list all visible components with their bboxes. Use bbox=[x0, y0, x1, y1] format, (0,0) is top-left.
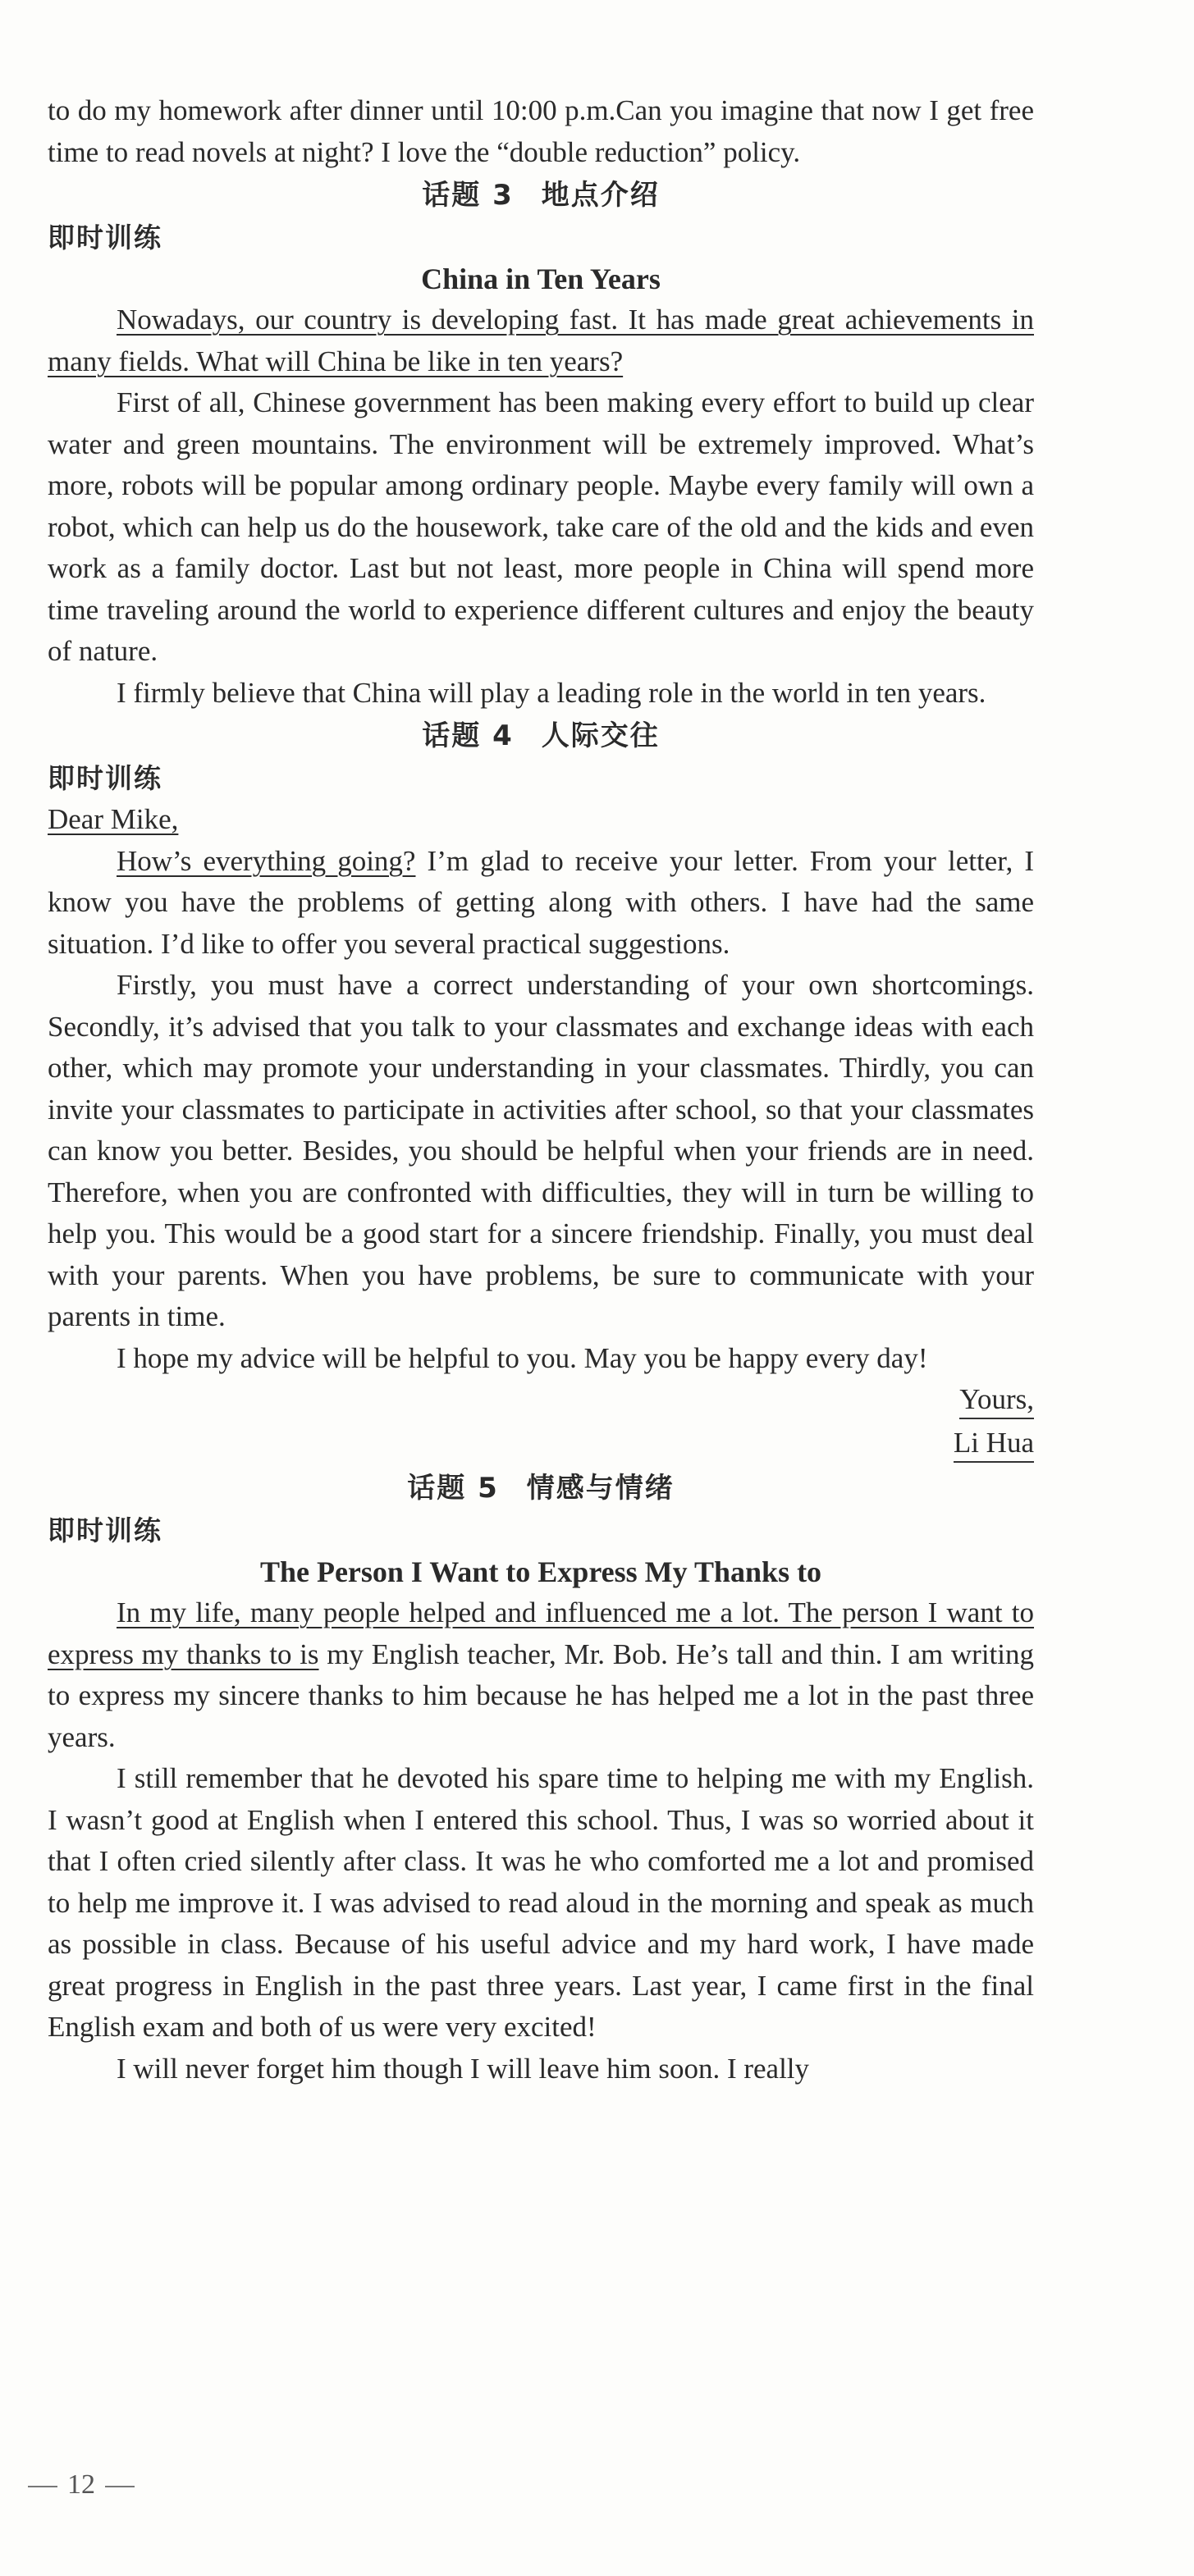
page-footer bbox=[18, 2469, 144, 2501]
topic4-drill-label: 即时训练 bbox=[48, 762, 162, 794]
topic3-heading bbox=[48, 175, 1034, 216]
topic3-essay-title: China in Ten Years bbox=[421, 263, 661, 295]
topic4-heading bbox=[48, 715, 1034, 756]
topic4-paragraph-1 bbox=[48, 841, 1034, 966]
topic4-number: 话题 4 bbox=[422, 719, 514, 752]
topic3-paragraph-1 bbox=[48, 299, 1034, 382]
topic3-paragraph-2: First of all, Chinese government has been making every effort to build up clear water and green mountains. The environment will be extremely improved. What’s more, robots will be popular among ordinary people. Maybe every family will own a robot, which can help us do the housework, take care of the old and the kids and even work as a family doctor. Last but not least, more people in China will spend more time traveling around the world to experience different cultures and enjoy the beauty of nature. bbox=[48, 386, 1034, 667]
topic4-paragraph-1-rest: I’m glad to receive your letter. From your letter, I know you have the problems of getting along with others. I have had the same situation. I’d like to offer you several practical suggestions. bbox=[48, 844, 1035, 960]
letter-greeting-text: Dear Mike, bbox=[48, 803, 179, 835]
topic4-underlined-opening: How’s everything going? bbox=[117, 844, 416, 877]
intro-paragraph-end: to do my homework after dinner until 10:00 p.m.Can you imagine that now I get free time to read novels at night? I love the “double reduction” policy. bbox=[48, 94, 1034, 168]
page-content bbox=[48, 90, 1034, 2090]
topic3-number: 话题 3 bbox=[422, 179, 514, 212]
letter-closing-text: Yours, bbox=[959, 1382, 1034, 1419]
letter-greeting bbox=[48, 799, 1034, 841]
topic3-name: 地点介绍 bbox=[541, 179, 660, 212]
topic4-name: 人际交往 bbox=[541, 719, 660, 752]
topic4-paragraph-2: Firstly, you must have a correct understanding of your own shortcomings. Secondly, it’s advised that you talk to your classmates and exchange ideas with each other, which may promote your understanding in your classmates. Thirdly, you can invite your classmates to participate in activities after school, so that your classmates can know you better. Besides, you should be helpful when your friends are in need. Therefore, when you are confronted with difficulties, they will in turn be willing to help you. This would be a good start for a sincere friendship. Finally, you must deal with your parents. When you have problems, be sure to communicate with your parents in time. bbox=[48, 969, 1034, 1332]
letter-closing bbox=[48, 1379, 1034, 1423]
topic5-paragraph-3: I will never forget him though I will leave him soon. I really bbox=[117, 2052, 810, 2085]
topic5-heading bbox=[48, 1468, 1034, 1509]
topic3-drill-label: 即时训练 bbox=[48, 222, 162, 253]
letter-signature bbox=[48, 1423, 1034, 1466]
topic5-paragraph-1 bbox=[48, 1592, 1034, 1758]
topic5-paragraph-1-rest: my English teacher, Mr. Bob. He’s tall and thin. I am writing to express my sincere thanks to him because he has helped me a lot in the past three years. bbox=[48, 1637, 1035, 1753]
topic4-paragraph-3: I hope my advice will be helpful to you. May you be happy every day! bbox=[117, 1341, 928, 1374]
topic5-essay-title: The Person I Want to Express My Thanks to bbox=[259, 1555, 822, 1588]
topic5-paragraph-2: I still remember that he devoted his spare time to helping me with my English. I wasn’t good at English when I entered this school. Thus, I was so worried about it that I often cried silently after class. It was he who comforted me a lot and promised to help me improve it. I was advised to read aloud in the morning and speak as much as possible in class. Because of his useful advice and my hard work, I have made great progress in English in the past three years. Last year, I came first in the final English exam and both of us were very excited! bbox=[48, 1762, 1034, 2043]
topic5-name: 情感与情绪 bbox=[526, 1472, 675, 1505]
letter-signature-text: Li Hua bbox=[954, 1425, 1034, 1463]
topic5-underlined-opening: In my life, many people helped and influenced me a lot. The person I want to express my thanks to is bbox=[48, 1596, 1034, 1670]
footer-dash-left bbox=[28, 2486, 57, 2487]
topic3-underlined-opening: Nowadays, our country is developing fast. It has made great achievements in many fields. What will China be like in ten years? bbox=[48, 304, 1034, 377]
footer-dash-right bbox=[105, 2486, 135, 2487]
page-number: 12 bbox=[67, 2469, 95, 2500]
topic5-drill-label: 即时训练 bbox=[48, 1514, 162, 1546]
topic5-number: 话题 5 bbox=[407, 1472, 499, 1505]
topic3-paragraph-3: I firmly believe that China will play a leading role in the world in ten years. bbox=[117, 676, 986, 709]
